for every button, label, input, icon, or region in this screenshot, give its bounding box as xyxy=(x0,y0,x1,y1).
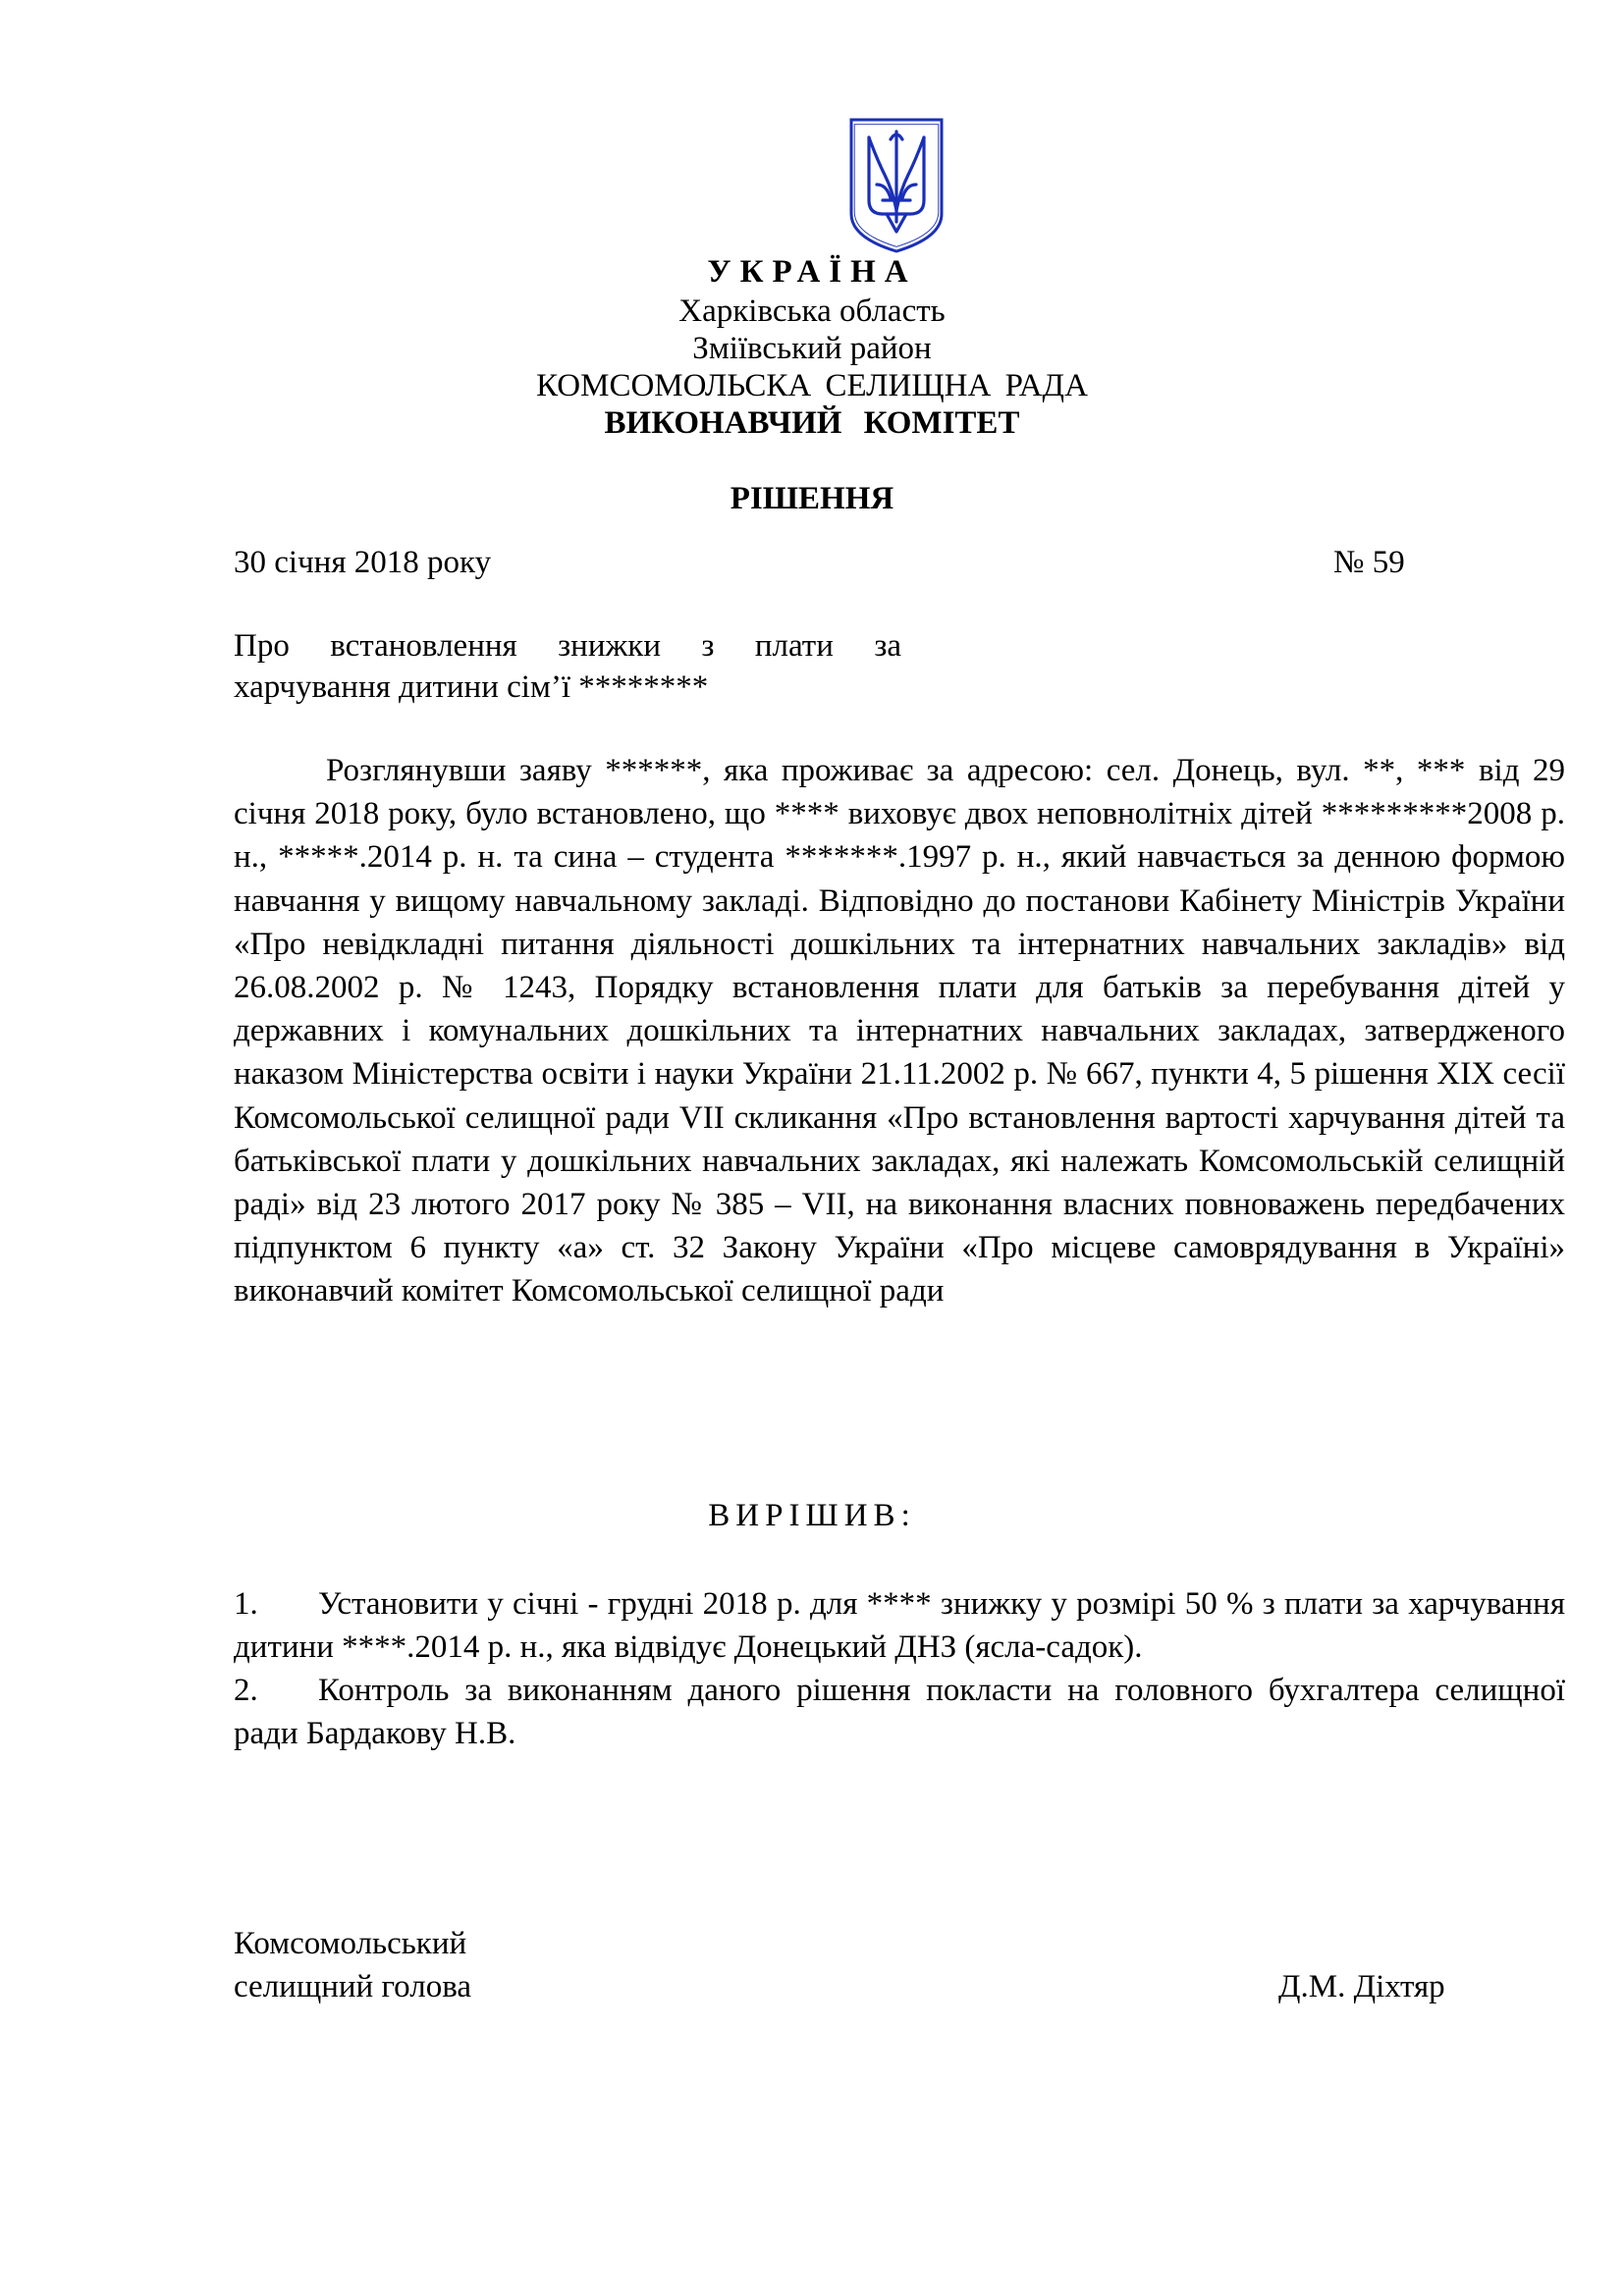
council-name: КОМСОМОЛЬСКА СЕЛИЩНА РАДА xyxy=(536,368,1088,403)
decision-date: 30 січня 2018 року xyxy=(234,545,492,580)
subject-line-1: Про встановлення знижки з плати за xyxy=(234,628,901,664)
decision-subject xyxy=(234,625,901,708)
decision-number: № 59 xyxy=(1333,545,1405,580)
decision-item-1 xyxy=(234,1582,1565,1669)
position-line-1: Комсомольський xyxy=(234,1926,467,1961)
item-text: Контроль за виконанням даного рішення покласти на головного бухгалтера селищної ради Бардакову Н.В. xyxy=(234,1673,1565,1751)
decided-heading: ВИРІШИВ: xyxy=(708,1498,916,1533)
signatory-name: Д.М. Діхтяр xyxy=(1278,1969,1445,2004)
item-number: 2. xyxy=(234,1673,258,1708)
signatory-position xyxy=(234,1922,471,2008)
oblast-line: Харківська область xyxy=(678,294,946,329)
preamble-paragraph: Розглянувши заяву ******, яка проживає за адресою: сел. Донець, вул. **, *** від 29 січня 2018 року, було встановлено, що **** виховує двох неповнолітніх дітей *********2008 р. н., *****.2014 р. н. та сина – студента *******.1997 р. н., який навчається за денною формою навчання у вищому навчальному закладі. Відповідно до постанови Кабінету Міністрів України «Про невідкладні питання діяльності дошкільних та інтернатних навчальних закладів» від 26.08.2002 р. № 1243, Порядку встановлення плати для батьків за перебування дітей у державних і комунальних дошкільних та інтернатних навчальних закладах, затвердженого наказом Міністерства освіти і науки України 21.11.2002 р. № 667, пункти 4, 5 рішення XIX сесії Комсомольської селищної ради VII скликання «Про встановлення вартості харчування дітей та батьківської плати у дошкільних навчальних закладах, які належать Комсомольській селищній раді» від 23 лютого 2017 року № 385 – VII, на виконання власних повноважень передбачених підпунктом 6 пункту «а» ст. 32 Закону України «Про місцеве самоврядування в Україні» виконавчий комітет Комсомольської селищної ради xyxy=(234,753,1565,1309)
document-title: РІШЕННЯ xyxy=(730,481,894,516)
position-line-2: селищний голова xyxy=(234,1969,472,2004)
committee-name: ВИКОНАВЧИЙ КОМІТЕТ xyxy=(604,405,1020,441)
subject-line-2: харчування дитини сім’ї ******** xyxy=(234,669,709,705)
raion-line: Зміївський район xyxy=(692,331,932,366)
item-number: 1. xyxy=(234,1586,258,1622)
country-heading: УКРАЇНА xyxy=(707,254,917,290)
item-text: Установити у січні - грудні 2018 р. для **** знижку у розмірі 50 % з плати за харчування дитини ****.2014 р. н., яка відвідує Донецький ДНЗ (ясла-садок). xyxy=(234,1586,1565,1665)
decision-item-2 xyxy=(234,1669,1565,1755)
trident-emblem-icon xyxy=(847,116,946,253)
